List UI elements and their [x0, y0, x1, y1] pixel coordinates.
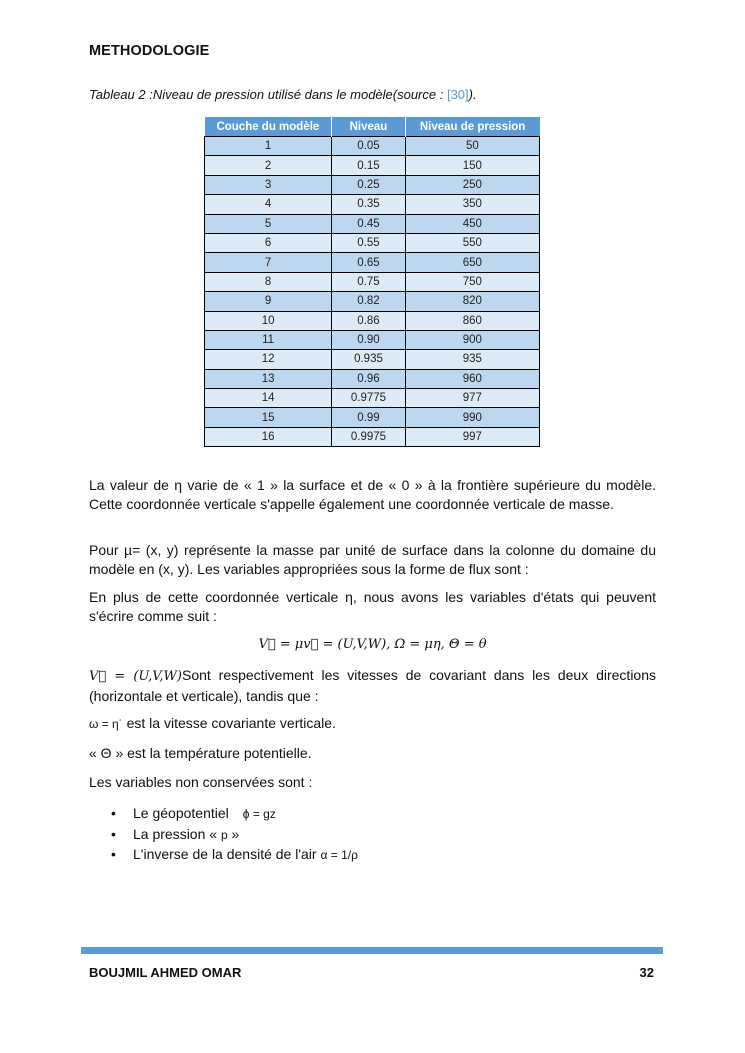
- layer-cell: 7: [205, 253, 332, 272]
- paragraph-state-variables: En plus de cette coordonnée verticale η, nous avons les variables d'états qui peuvent s'écrire comme suit :: [89, 589, 656, 624]
- table-row: [205, 175, 540, 194]
- caption-text: Tableau 2 :Niveau de pression utilisé dans le modèle(source :: [89, 87, 447, 102]
- level-cell: 0.9975: [332, 427, 405, 446]
- table-row: [205, 292, 540, 311]
- level-cell: 0.45: [332, 214, 405, 233]
- table-row: [205, 389, 540, 408]
- inline-equation-alpha: α = 1/ρ: [320, 848, 358, 862]
- table-row: [205, 137, 540, 156]
- inline-equation-omega: ω = η˙: [89, 717, 123, 731]
- list-item-pressure: [89, 824, 358, 845]
- list-item-text: Le géopotentiel: [133, 805, 229, 821]
- pressure-cell: 935: [405, 350, 539, 369]
- pressure-cell: 990: [405, 408, 539, 427]
- pressure-cell: 997: [405, 427, 539, 446]
- page-number: 32: [639, 965, 654, 980]
- list-item-geopotential: [89, 803, 358, 824]
- pressure-cell: 50: [405, 137, 539, 156]
- layer-cell: 8: [205, 272, 332, 291]
- level-cell: 0.90: [332, 330, 405, 349]
- inline-equation-v: V⃗ = (U,V,W): [89, 669, 182, 684]
- layer-cell: 15: [205, 408, 332, 427]
- paragraph-text: est la vitesse covariante verticale.: [122, 715, 336, 731]
- layer-cell: 3: [205, 175, 332, 194]
- caption-suffix: ).: [468, 87, 477, 102]
- pressure-cell: 900: [405, 330, 539, 349]
- bullet-icon: •: [111, 805, 116, 821]
- pressure-cell: 250: [405, 175, 539, 194]
- pressure-cell: 977: [405, 389, 539, 408]
- table-row: [205, 311, 540, 330]
- table-row: [205, 350, 540, 369]
- paragraph-omega: [89, 714, 656, 734]
- paragraph-covariant-velocities: [89, 666, 656, 705]
- paragraph-mu: Pour µ= (x, y) représente la masse par unité de surface dans la colonne du domaine du modèle en (x, y). Les variables appropriées sous la forme de flux sont :: [89, 542, 656, 577]
- list-item-suffix: »: [227, 825, 240, 842]
- pressure-cell: 750: [405, 272, 539, 291]
- pressure-cell: 650: [405, 253, 539, 272]
- level-cell: 0.96: [332, 369, 405, 388]
- table-row: [205, 195, 540, 214]
- pressure-cell: 350: [405, 195, 539, 214]
- level-cell: 0.82: [332, 292, 405, 311]
- layer-cell: 6: [205, 233, 332, 252]
- inline-equation-phi: ϕ = gz: [242, 807, 276, 821]
- column-header-pressure: Niveau de pression: [405, 117, 539, 137]
- layer-cell: 14: [205, 389, 332, 408]
- table-row: [205, 233, 540, 252]
- citation-link[interactable]: [30]: [446, 87, 469, 102]
- non-conserved-variables-list: [89, 803, 358, 865]
- layer-cell: 5: [205, 214, 332, 233]
- pressure-cell: 450: [405, 214, 539, 233]
- table-row: [205, 156, 540, 175]
- column-header-level: Niveau: [332, 117, 405, 137]
- layer-cell: 11: [205, 330, 332, 349]
- table-row: [205, 369, 540, 388]
- table-row: [205, 214, 540, 233]
- level-cell: 0.75: [332, 272, 405, 291]
- table-row: [205, 330, 540, 349]
- column-header-layer: Couche du modèle: [205, 117, 332, 137]
- footer-divider: [81, 947, 663, 954]
- table-header-row: [205, 117, 540, 137]
- level-cell: 0.05: [332, 137, 405, 156]
- level-cell: 0.35: [332, 195, 405, 214]
- layer-cell: 4: [205, 195, 332, 214]
- table-row: [205, 253, 540, 272]
- level-cell: 0.935: [332, 350, 405, 369]
- bullet-icon: •: [111, 825, 116, 842]
- paragraph-eta: La valeur de η varie de « 1 » la surface et de « 0 » à la frontière supérieure du modèle. Cette coordonnée verticale s'appelle également une coordonnée verticale de masse.: [89, 477, 656, 512]
- level-cell: 0.9775: [332, 389, 405, 408]
- table-row: [205, 427, 540, 446]
- list-item-text: La pression «: [133, 825, 221, 842]
- layer-cell: 12: [205, 350, 332, 369]
- level-cell: 0.86: [332, 311, 405, 330]
- paragraph-non-conserved: Les variables non conservées sont :: [89, 774, 313, 790]
- layer-cell: 2: [205, 156, 332, 175]
- pressure-cell: 860: [405, 311, 539, 330]
- section-heading: METHODOLOGIE: [89, 43, 210, 59]
- pressure-level-table: [204, 117, 540, 447]
- bullet-icon: •: [111, 846, 116, 862]
- table-caption: [89, 87, 477, 102]
- layer-cell: 16: [205, 427, 332, 446]
- inline-equation-p: p: [220, 827, 228, 842]
- pressure-cell: 960: [405, 369, 539, 388]
- layer-cell: 10: [205, 311, 332, 330]
- footer-author: BOUJMIL AHMED OMAR: [89, 965, 242, 980]
- level-cell: 0.65: [332, 253, 405, 272]
- level-cell: 0.99: [332, 408, 405, 427]
- pressure-cell: 150: [405, 156, 539, 175]
- equation-state-variables: V⃗ = μv⃗ = (U,V,W), Ω = μη, Θ = θ: [258, 637, 487, 652]
- list-item-inverse-density: [89, 844, 358, 865]
- paragraph-text: Sont respectivement les vitesses de covariant dans les deux directions (horizontale et verticale), tandis que :: [89, 667, 656, 704]
- layer-cell: 1: [205, 137, 332, 156]
- table-row: [205, 408, 540, 427]
- table-row: [205, 272, 540, 291]
- layer-cell: 9: [205, 292, 332, 311]
- pressure-cell: 550: [405, 233, 539, 252]
- level-cell: 0.25: [332, 175, 405, 194]
- pressure-cell: 820: [405, 292, 539, 311]
- layer-cell: 13: [205, 369, 332, 388]
- paragraph-theta: « Θ » est la température potentielle.: [89, 745, 312, 761]
- level-cell: 0.55: [332, 233, 405, 252]
- list-item-text: L'inverse de la densité de l'air: [133, 846, 321, 862]
- level-cell: 0.15: [332, 156, 405, 175]
